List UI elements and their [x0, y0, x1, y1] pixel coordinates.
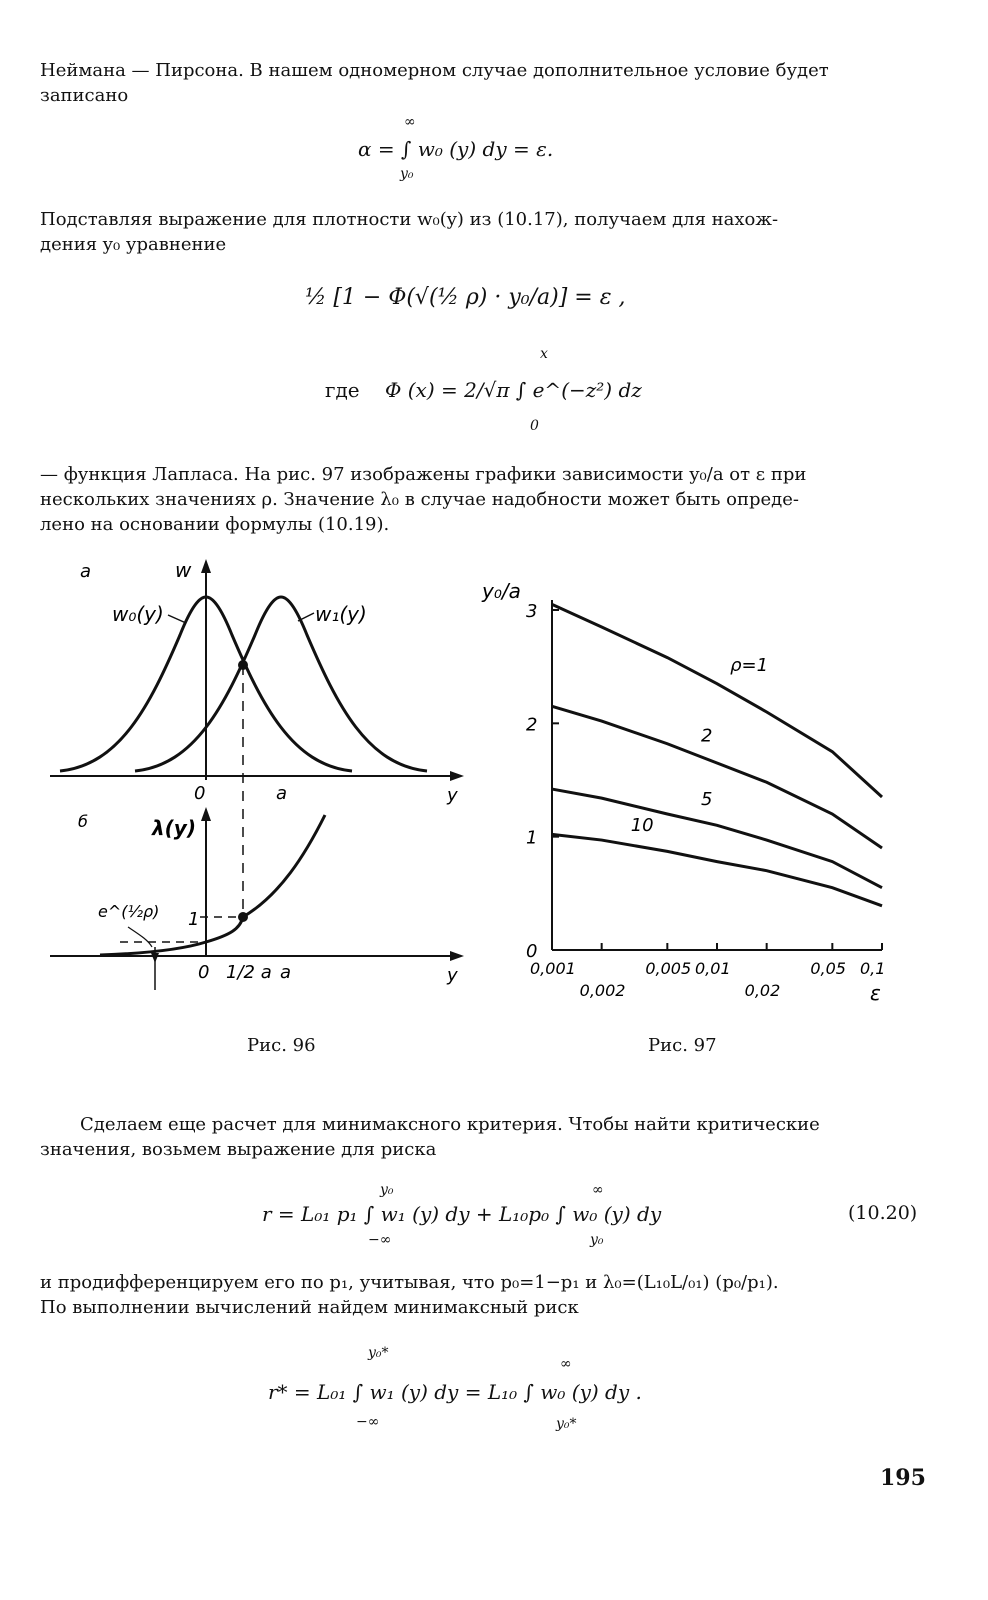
eq1: α = ∫ w₀ (y) dy = ε. — [358, 137, 554, 161]
text-p3-line3: лено на основании формулы (10.19). — [40, 514, 390, 535]
w0-leader — [168, 615, 186, 623]
fig97-ytick-label: 0 — [526, 941, 538, 962]
eq3: Φ (x) = 2/√π ∫ e^(−z²) dz — [385, 378, 642, 402]
fig97-series-0 — [552, 604, 882, 797]
fig96-tick-1: 1 — [188, 909, 200, 930]
figure-97-chart — [482, 570, 920, 1020]
text-p4-line2: значения, возьмем выражение для риска — [40, 1139, 437, 1160]
eq3-prefix: где — [325, 378, 360, 402]
fig96-label-a: a — [80, 561, 92, 582]
fig96-tick-a-top: a — [276, 783, 288, 804]
fig96-tick-a-bottom: a — [280, 962, 292, 983]
fig96-tick-half-a: 1/2 a — [226, 962, 272, 983]
fig97-xtick-label: 0,01 — [695, 959, 731, 978]
eq1-lower: y₀ — [400, 166, 414, 182]
fig96-caption: Рис. 96 — [247, 1035, 316, 1056]
eq5-lim2-up: ∞ — [560, 1356, 572, 1372]
fig96-axis-lambda: λ(y) — [152, 816, 196, 840]
text-p2-line2: дения y₀ уравнение — [40, 234, 227, 255]
page-number: 195 — [880, 1465, 926, 1491]
eq4: r = L₀₁ p₁ ∫ w₁ (y) dy + L₁₀p₀ ∫ w₀ (y) dy — [262, 1202, 662, 1226]
text-p5-line1: и продифференцируем его по p₁, учитывая, что p₀=1−p₁ и λ₀=(L₁₀L/₀₁) (p₀/p₁). — [40, 1272, 779, 1293]
curve-lambda — [100, 815, 325, 955]
fig97-series-3 — [552, 834, 882, 905]
fig96-label-b: б — [78, 812, 88, 831]
fig96-y-arrow-top — [450, 771, 464, 781]
eq5-lim2-low: y₀* — [556, 1416, 577, 1432]
fig96-axis-y-bottom: y — [447, 965, 458, 986]
fig96-tick-0-bottom: 0 — [198, 962, 210, 983]
text-p3-line1: — функция Лапласа. На рис. 97 изображены графики зависимости y₀/a от ε при — [40, 464, 807, 485]
eq4-lim1-up: y₀ — [380, 1182, 394, 1198]
text-p5-line2: По выполнении вычислений найдем минимаксный риск — [40, 1297, 579, 1318]
fig97-caption: Рис. 97 — [648, 1035, 717, 1056]
eq2: ½ [1 − Φ(√(½ ρ) · y₀/a)] = ε , — [305, 285, 626, 310]
marker-arrow — [151, 953, 159, 963]
text-p3-line2: нескольких значениях ρ. Значение λ₀ в случае надобности может быть опреде- — [40, 489, 799, 510]
fig97-xtick-label: 0,02 — [744, 981, 781, 1000]
fig96-axis-w: w — [175, 558, 192, 582]
fig97-xtick-label: 0,001 — [530, 959, 576, 978]
fig97-xtick-label: 0,002 — [579, 981, 626, 1000]
eq5-lim1-low: −∞ — [356, 1414, 380, 1430]
fig97-xtick-label: 0,1 — [860, 959, 886, 978]
fig96-axis-y-top: y — [447, 785, 458, 806]
fig96-tick-0-top: 0 — [194, 783, 206, 804]
eq5: r* = L₀₁ ∫ w₁ (y) dy = L₁₀ ∫ w₀ (y) dy . — [268, 1380, 642, 1404]
eq3-upper: x — [540, 346, 548, 362]
curve-w0-label: w₀(y) — [112, 602, 164, 626]
text-p1-line2: записано — [40, 85, 129, 106]
curve-w1 — [135, 597, 427, 771]
fig97-series-label: 2 — [701, 725, 713, 747]
fig97-series-label: 10 — [630, 815, 654, 836]
eq1-upper: ∞ — [404, 114, 416, 130]
fig97-series-label: 5 — [701, 788, 713, 810]
fig96-exp-label: e^(½ρ) — [98, 902, 160, 921]
eq4-number: (10.20) — [848, 1202, 918, 1224]
fig97-series-2 — [552, 789, 882, 888]
fig97-xtick-label: 0,05 — [810, 959, 846, 978]
exp-leader — [128, 927, 152, 947]
eq5-lim1-up: y₀* — [368, 1345, 389, 1361]
fig97-ytick-label: 2 — [526, 714, 538, 736]
eq4-lim1-low: −∞ — [368, 1232, 392, 1248]
fig97-xlabel: ε — [870, 981, 881, 1005]
fig96-lambda-arrow — [201, 807, 211, 821]
text-p2-line1: Подставляя выражение для плотности w₀(y) из (10.17), получаем для нахож- — [40, 209, 779, 230]
fig97-ytick-label: 3 — [526, 601, 538, 622]
text-p1-line1: Неймана — Пирсона. В нашем одномерном случае дополнительное условие будет — [40, 60, 829, 81]
fig96-y-arrow-bottom — [450, 951, 464, 961]
fig97-xtick-label: 0,005 — [645, 959, 692, 978]
fig97-ylabel: y₀/a — [482, 579, 521, 603]
text-p4-line1: Сделаем еще расчет для минимаксного критерия. Чтобы найти критические — [80, 1114, 820, 1135]
curve-w1-label: w₁(y) — [315, 602, 367, 626]
eq3-lower: 0 — [530, 418, 539, 434]
fig97-ytick-label: 1 — [526, 827, 538, 849]
fig96-w-arrow — [201, 559, 211, 573]
eq4-lim2-up: ∞ — [592, 1182, 604, 1198]
figure-96 — [40, 555, 480, 1005]
fig97-series-label: ρ=1 — [730, 655, 769, 677]
eq4-lim2-low: y₀ — [590, 1232, 604, 1248]
